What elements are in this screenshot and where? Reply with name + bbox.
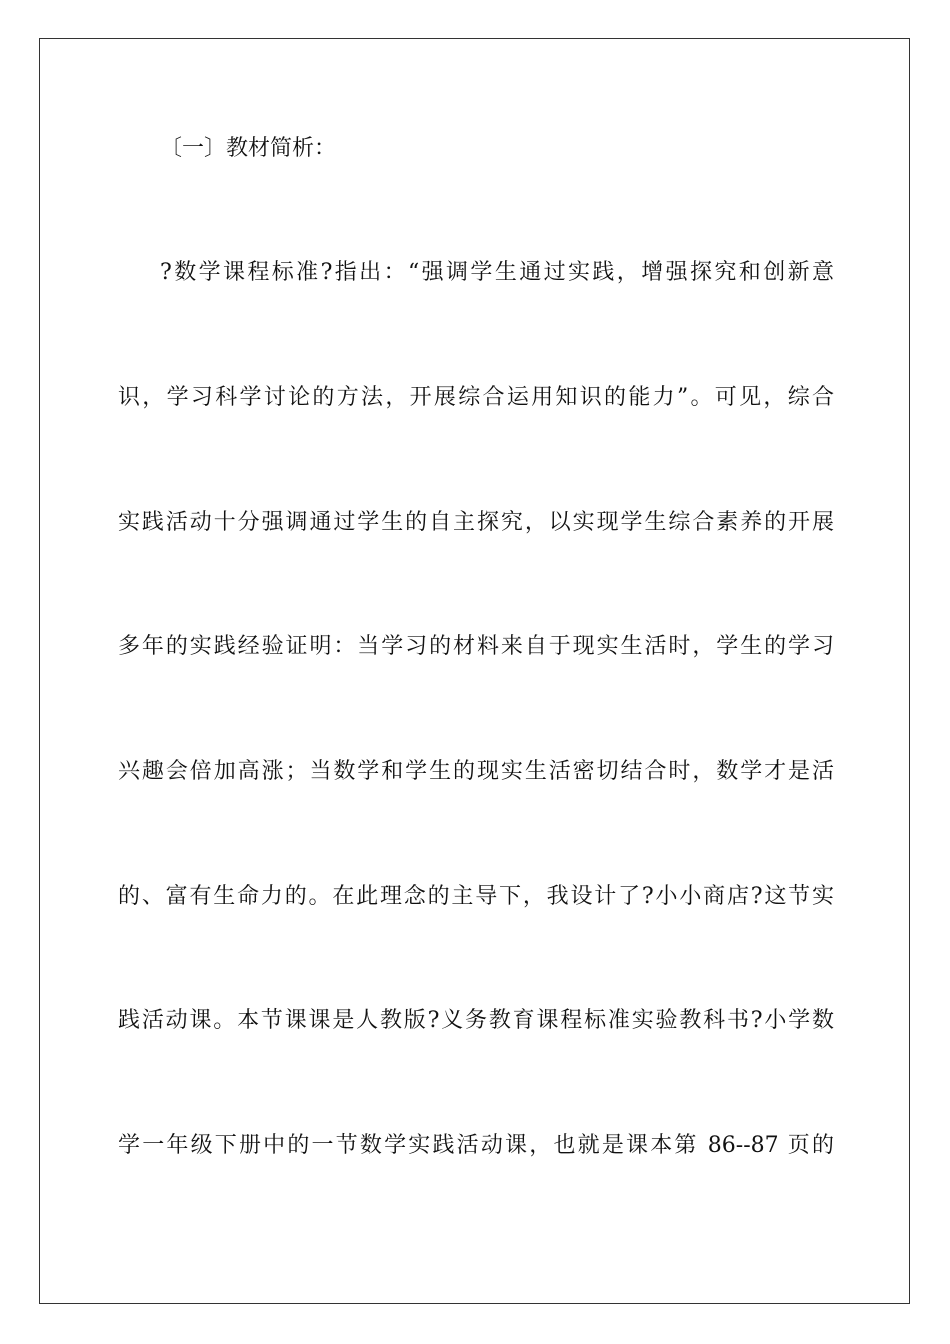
page-border [39, 38, 910, 1304]
paragraph-line-2: 识，学习科学讨论的方法，开展综合运用知识的能力”。可见，综合 [118, 385, 834, 410]
paragraph-line-5: 兴趣会倍加高涨；当数学和学生的现实生活密切结合时，数学才是活 [118, 759, 834, 784]
section-heading: 〔一〕教材简析： [160, 136, 337, 161]
paragraph-line-8: 学一年级下册中的一节数学实践活动课，也就是课本第 86--87 页的 [118, 1133, 835, 1158]
paragraph-line-7: 践活动课。本节课课是人教版?义务教育课程标准实验教科书?小学数 [118, 1008, 834, 1033]
paragraph-line-4: 多年的实践经验证明：当学习的材料来自于现实生活时，学生的学习 [118, 634, 834, 659]
paragraph-line-6: 的、富有生命力的。在此理念的主导下，我设计了?小小商店?这节实 [118, 884, 834, 909]
paragraph-line-1: ?数学课程标准?指出：“强调学生通过实践，增强探究和创新意 [160, 260, 834, 285]
paragraph-line-3: 实践活动十分强调通过学生的自主探究，以实现学生综合素养的开展 [118, 510, 834, 535]
